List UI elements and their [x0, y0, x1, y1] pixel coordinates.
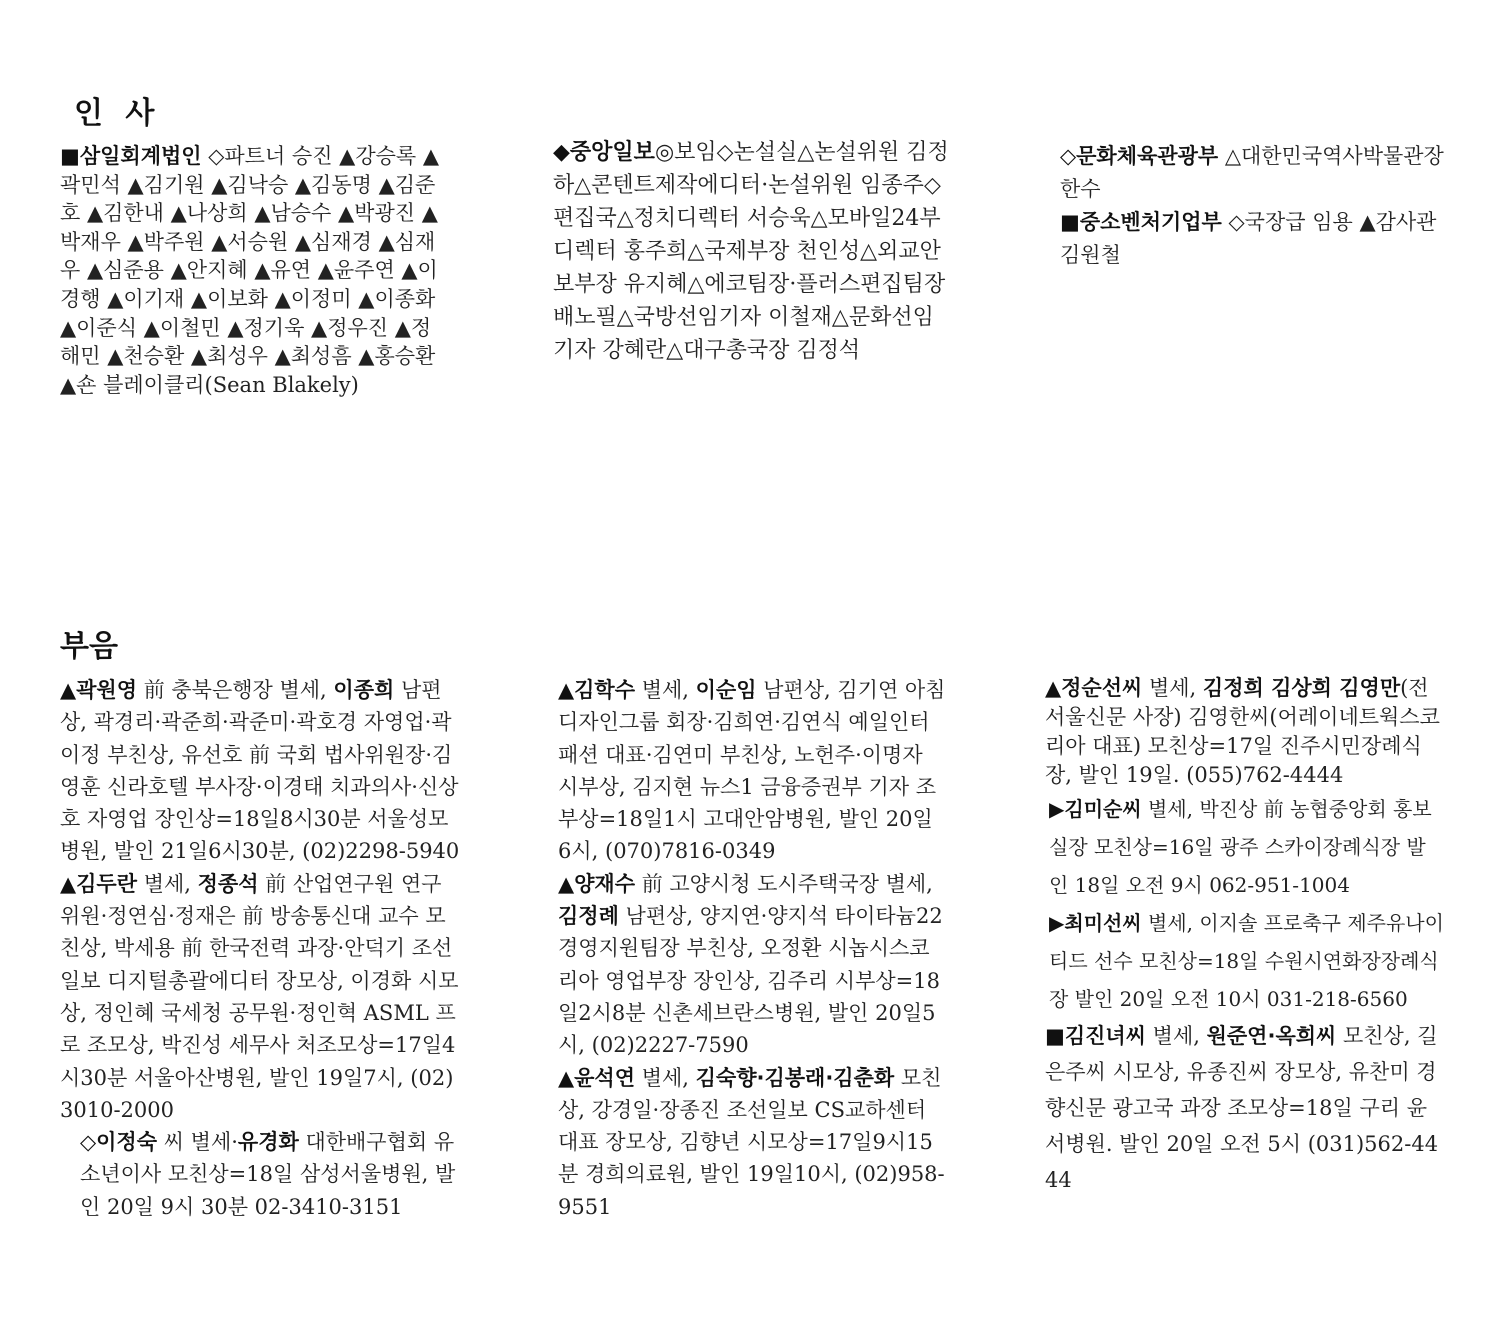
- section-heading-bueum: 부음: [60, 629, 118, 664]
- obituary-column-3: [1045, 674, 1445, 1198]
- obituary-entry: ▲정순선씨 별세, 김정희 김상희 김영만(전 서울신문 사장) 김영한씨(어레이네트웍스코리아 대표) 모친상=17일 진주시민장례식장, 발인 19일. (055)762-4444: [1045, 676, 1440, 787]
- obituary-entry: ▲김두란 별세, 정종석 前 산업연구원 연구위원·정연심·정재은 前 방송통신대 교수 모친상, 박세용 前 한국전력 과장·안덕기 조선일보 디지털총괄에디터 장모상, 이경화 시모상, 정인혜 국세청 공무원·정인혁 ASML 프로 조모상, 박진성 세무사 처조모상=17일4시30분 서울아산병원, 발인 19일7시, (02)3010-2000: [60, 871, 459, 1122]
- obituary-entry: ◇이정숙 씨 별세·유경화 대한배구협회 유소년이사 모친상=18일 삼성서울병원, 발인 20일 9시 30분 02-3410-3151: [80, 1130, 456, 1219]
- obituary-column-1: [60, 674, 460, 1223]
- obituary-entry: ▲양재수 前 고양시청 도시주택국장 별세, 김정례 남편상, 양지연·양지석 타이타늄22 경영지원팀장 부친상, 오정환 시놉시스코리아 영업부장 장인상, 김주리 시부상=18일2시8분 신촌세브란스병원, 발인 20일5시, (02)2227-7590: [558, 871, 943, 1058]
- obituary-entry: ▲윤석연 별세, 김숙향·김봉래·김춘화 모친상, 강경일·장종진 조선일보 CS교하센터 대표 장모상, 김향년 시모상=17일9시15분 경희의료원, 발인 19일10시, (02)958-9551: [558, 1065, 945, 1219]
- section-heading-insa: 인 사: [74, 96, 161, 131]
- insa-column-1: [60, 142, 444, 399]
- obituary-entry: ▶최미선씨 별세, 이지솔 프로축구 제주유나이티드 선수 모친상=18일 수원시연화장장례식장 발인 20일 오전 10시 031-218-6560: [1049, 911, 1444, 1011]
- insa-entry: ◆중앙일보◎보임◇논설실△논설위원 김정하△콘텐트제작에디터·논설위원 임종주◇편집국△정치디렉터 서승욱△모바일24부디렉터 홍주희△국제부장 천인성△외교안보부장 유지혜△에코팀장·플러스편집팀장 배노필△국방선임기자 이철재△문화선임기자 강혜란△대구총국장 김정석: [553, 140, 949, 363]
- obituary-entry: ■김진녀씨 별세, 원준연·옥희씨 모친상, 길은주씨 시모상, 유종진씨 장모상, 유찬미 경향신문 광고국 과장 조모상=18일 구리 윤서병원. 발인 20일 오전 5시 (031)562-4444: [1045, 1024, 1439, 1192]
- insa-column-3: [1060, 140, 1450, 272]
- insa-entry: ■중소벤처기업부 ◇국장급 임용 ▲감사관 김원철: [1060, 210, 1437, 267]
- obituary-column-2: [558, 674, 946, 1223]
- obituary-entry: ▲곽원영 前 충북은행장 별세, 이종희 남편상, 곽경리·곽준희·곽준미·곽호경 자영업·곽이정 부친상, 유선호 前 국회 법사위원장·김영훈 신라호텔 부사장·이경태 치과의사·신상호 자영업 장인상=18일8시30분 서울성모병원, 발인 21일6시30분, (02)2298-5940: [60, 678, 460, 864]
- obituary-entry: ▶김미순씨 별세, 박진상 前 농협중앙회 홍보실장 모친상=16일 광주 스카이장례식장 발인 18일 오전 9시 062-951-1004: [1049, 797, 1432, 897]
- insa-entry: ◇문화체육관광부 △대한민국역사박물관장 한수: [1060, 144, 1444, 201]
- insa-column-2: [553, 136, 953, 367]
- insa-entry: ■삼일회계법인 ◇파트너 승진 ▲강승록 ▲곽민석 ▲김기원 ▲김낙승 ▲김동명 ▲김준호 ▲김한내 ▲나상희 ▲남승수 ▲박광진 ▲박재우 ▲박주원 ▲서승원 ▲심재경 ▲심재우 ▲심준용 ▲안지혜 ▲유연 ▲윤주연 ▲이경행 ▲이기재 ▲이보화 ▲이정미 ▲이종화 ▲이준식 ▲이철민 ▲정기욱 ▲정우진 ▲정해민 ▲천승환 ▲최성우 ▲최성흠 ▲홍승환 ▲숀 블레이클리(Sean Blakely): [60, 144, 440, 397]
- obituary-entry: ▲김학수 별세, 이순임 남편상, 김기연 아침디자인그룹 회장·김희연·김연식 예일인터패션 대표·김연미 부친상, 노헌주·이명자 시부상, 김지현 뉴스1 금융증권부 기자 조부상=18일1시 고대안암병원, 발인 20일6시, (070)7816-0349: [558, 678, 946, 864]
